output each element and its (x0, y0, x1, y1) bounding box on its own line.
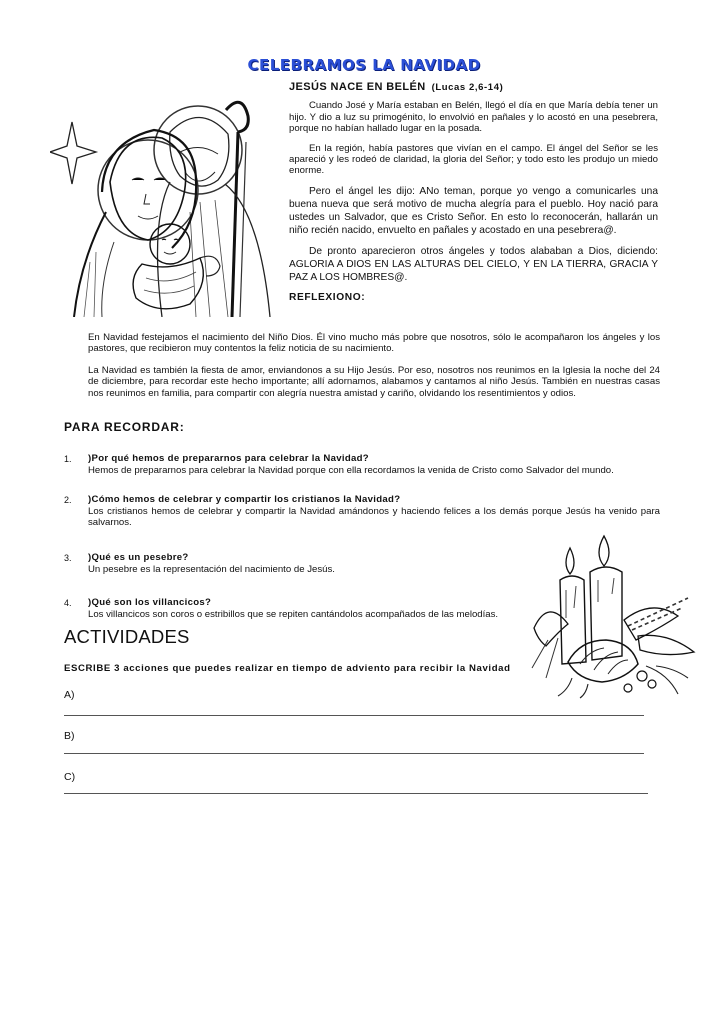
reading-paragraph: Pero el ángel les dijo: ANo teman, porque yo vengo a comunicarles una buena nueva que será motivo de mucha alegría para el pueblo. Hoy nació para ustedes un Salvador, que es Cristo Señor. En esto lo reconocerán, hallarán un niño recién nacido, envuelto en pañales y acostado en una pesebrera@. (289, 185, 658, 236)
question-number: 4. (64, 598, 72, 608)
list-item (64, 332, 660, 355)
reading-title (289, 82, 658, 93)
question-item (64, 453, 660, 476)
reading-title-text: JESÚS NACE EN BELÉN (289, 81, 426, 93)
question-item (64, 597, 544, 620)
question-text: )Qué son los villancicos? (88, 597, 212, 608)
question-text: )Cómo hemos de celebrar y compartir los cristianos la Navidad? (88, 494, 401, 505)
activities-instruction: ESCRIBE 3 acciones que puedes realizar en tiempo de adviento para recibir la Navidad (64, 663, 511, 674)
question-text: )Por qué hemos de prepararnos para celebrar la Navidad? (88, 453, 369, 464)
answer-line-c[interactable] (64, 793, 648, 794)
answer-label: C) (64, 771, 76, 783)
reading-paragraph: Cuando José y María estaban en Belén, llegó el día en que María debía tener un hijo. Y dio a luz su primogénito, lo envolvió en pañales y lo acostó en una pesebrera, porque no habían hallado lugar en la posada. (289, 100, 658, 135)
gospel-reading (289, 82, 658, 303)
reading-paragraph: En la región, había pastores que vivían en el campo. El ángel del Señor se les apareció y les rodeó de claridad, la gloria del Señor; y todo esto les produjo un miedo enorme. (289, 142, 658, 177)
answer-text: Los cristianos hemos de celebrar y compartir la Navidad amándonos y haciendo felices a los demás porque Jesús ha venido para salvarnos. (88, 505, 660, 529)
question-number: 1. (64, 454, 72, 464)
remember-heading: PARA RECORDAR: (64, 420, 185, 434)
answer-line-a[interactable] (64, 715, 644, 716)
document-title: CELEBRAMOS LA NAVIDAD (247, 56, 481, 74)
question-item (64, 552, 534, 575)
reflection-text: En Navidad festejamos el nacimiento del Niño Dios. Él vino mucho más pobre que nosotros, sólo le acompañaron los ángeles y los pastores, que recibieron muy contentos la feliz noticia de su nacimiento. (88, 332, 660, 355)
question-item (64, 494, 660, 529)
answer-text: Los villancicos son coros o estribillos que se repiten cantándolos acompañados de las melodías. (88, 608, 499, 620)
reading-reference: (Lucas 2,6-14) (431, 82, 504, 93)
reflection-list (64, 332, 660, 409)
reflection-heading: REFLEXIONO: (289, 291, 366, 303)
answer-line-b[interactable] (64, 753, 644, 754)
activities-heading: ACTIVIDADES (64, 626, 190, 647)
answer-text: Hemos de prepararnos para celebrar la Navidad porque con ella recordamos la venida de Cristo como Salvador del mundo. (88, 464, 614, 476)
list-item (64, 365, 660, 399)
question-text: )Qué es un pesebre? (88, 552, 189, 563)
answer-label: A) (64, 689, 75, 701)
answer-text: Un pesebre es la representación del nacimiento de Jesús. (88, 563, 335, 575)
question-number: 3. (64, 553, 72, 563)
question-number: 2. (64, 495, 72, 505)
christmas-candles-illustration (528, 528, 700, 700)
reading-paragraph: De pronto aparecieron otros ángeles y todos alababan a Dios, diciendo: AGLORIA A DIOS EN LAS ALTURAS DEL CIELO, Y EN LA TIERRA, GRACIA Y PAZ A LOS HOMBRES@. (289, 245, 658, 283)
answer-label: B) (64, 730, 75, 742)
reflection-text: La Navidad es también la fiesta de amor, enviandonos a su Hijo Jesús. Por eso, nosotros nos reunimos en la Iglesia la noche del 24 de diciembre, para recordar este hecho importante; allí adornamos, alabamos y cantamos al niño Jesús. También en nuestras casas nos reunimos en familia, para compartir con alegría nuestra amistad y cariño, olvidando los resentimientos y odios. (88, 364, 660, 399)
nativity-illustration (50, 72, 282, 317)
